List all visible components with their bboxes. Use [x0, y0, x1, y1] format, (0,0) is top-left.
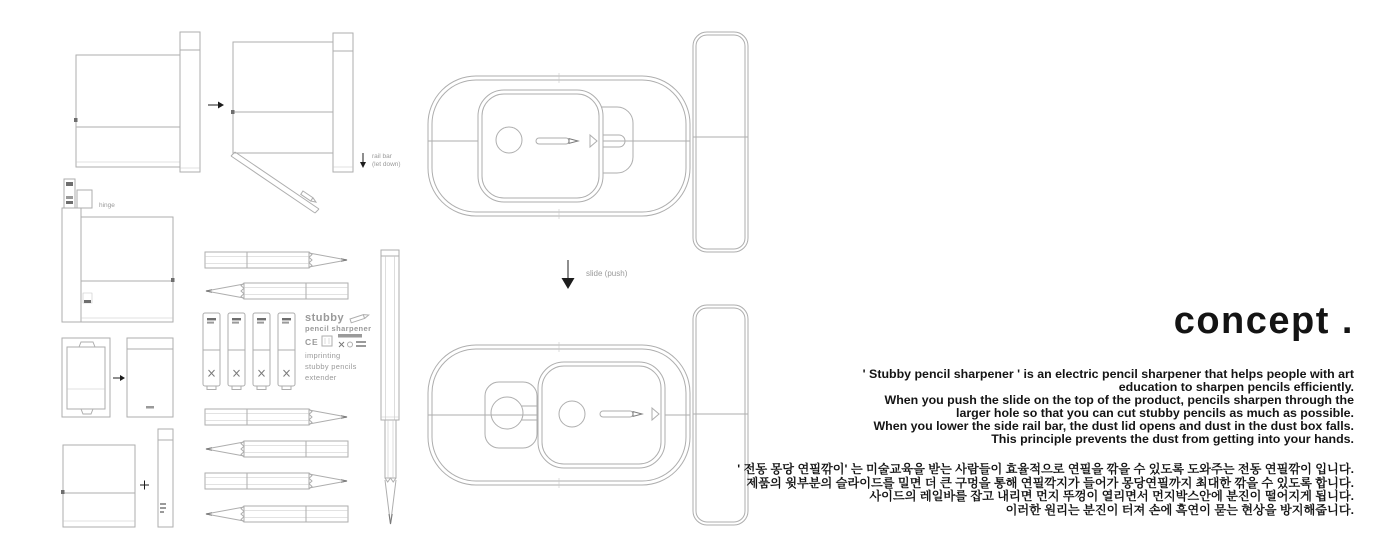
english-line: This principle prevents the dust from getting into your hands. [991, 431, 1354, 446]
brand-name: stubby [305, 312, 345, 324]
korean-line: ' 전동 몽당 연필깎이' 는 미술교육을 받는 사람들이 효율적으로 연필을 깎을 수 있도록 도와주는 전동 연필깎이 입니다. [737, 462, 1354, 476]
drawing-top-view-pushed [428, 342, 690, 488]
english-line: ' Stubby pencil sharpener ' is an electric pencil sharpener that helps people with art [862, 367, 1354, 381]
drawing-side-view-open [231, 33, 353, 213]
rail-bar-annotation [360, 153, 401, 168]
english-line: When you lower the side rail bar, the dust lid opens and dust in the dust box falls. [873, 418, 1354, 433]
korean-line: 제품의 윗부분의 슬라이드를 밀면 더 큰 구멍을 통해 연필깍지가 들어가 몽당연필까지 최대한 깎을 수 있도록 합니다. [746, 475, 1354, 490]
hinge-label: hinge [99, 202, 115, 209]
korean-line: 이러한 원리는 분진이 터져 손에 흑연이 묻는 현상을 방지해줍니다. [1005, 503, 1354, 518]
rail-bar-label: rail bar [372, 153, 392, 160]
feature-imprinting: imprinting [305, 351, 341, 360]
extender-drawings [203, 313, 295, 390]
concept-description-english [863, 368, 1354, 445]
pencil-icon [350, 313, 369, 323]
ce-mark: CE [305, 337, 319, 347]
drawing-hinge-view [62, 179, 175, 322]
english-line: larger hole so that you can cut stubby pencils as much as possible. [956, 405, 1354, 420]
drawing-side-view-closed [74, 32, 200, 172]
arrow-right-icon [208, 102, 224, 109]
drawing-pencil-extender-assembly [381, 250, 399, 524]
pencil-drawings [205, 252, 348, 522]
slide-push-annotation [562, 260, 628, 289]
brand-block [305, 312, 371, 382]
rail-bar-sublabel: (let down) [372, 161, 401, 168]
slide-push-label: slide (push) [586, 269, 628, 278]
drawing-rail-bar-top [693, 32, 748, 252]
feature-stubby-pencils: stubby pencils [305, 362, 357, 371]
drawing-top-view-closed [428, 73, 690, 219]
page-title: concept . [1173, 300, 1354, 342]
drawing-box-plus-bar [61, 429, 173, 527]
feature-extender: extender [305, 373, 337, 382]
brand-subtitle: pencil sharpener [305, 324, 372, 333]
english-line: education to sharpen pencils efficiently. [1118, 379, 1354, 394]
concept-description-korean [737, 463, 1354, 518]
korean-line: 사이드의 레일바를 잡고 내리면 먼지 뚜껑이 열리면서 먼지박스안에 분진이 떨어지게 됩니다. [869, 489, 1354, 504]
drawing-dustbox-views [62, 338, 173, 417]
english-line: When you push the slide on the top of the product, pencils sharpen through the [884, 392, 1354, 407]
